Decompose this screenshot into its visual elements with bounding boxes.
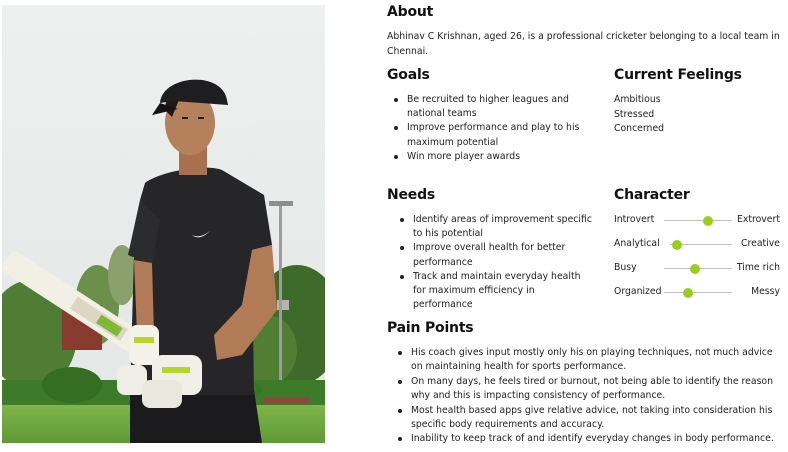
about-title: About <box>387 4 434 20</box>
list-item: Stressed <box>614 108 655 120</box>
trait-left-label: Analytical <box>614 238 660 249</box>
trait-track <box>664 220 732 221</box>
goals-title: Goals <box>387 67 430 83</box>
list-item: Most health based apps give relative advice, not taking into consideration his specific body requirements and accuracy. <box>387 404 782 432</box>
trait-busy-timerich <box>614 261 780 275</box>
needs-title: Needs <box>387 187 436 203</box>
cricketer-illustration <box>2 5 325 443</box>
list-item: On many days, he feels tired or burnout, not being able to identify the reason why and this is impacting consistency of performance. <box>387 375 782 403</box>
trait-introvert-extrovert <box>614 213 780 227</box>
trait-track <box>664 292 732 293</box>
trait-organized-messy <box>614 285 780 299</box>
feelings-title: Current Feelings <box>614 67 742 83</box>
pain-points-list <box>387 346 782 447</box>
trait-right-label: Extrovert <box>736 214 780 225</box>
feelings-list <box>614 93 664 137</box>
list-item: Concerned <box>614 123 665 134</box>
list-item: Win more player awards <box>387 150 587 164</box>
needs-list <box>387 213 592 312</box>
trait-knob <box>672 240 682 250</box>
trait-knob <box>690 264 700 274</box>
list-item: Track and maintain everyday health for maximum efficiency in performance <box>387 270 592 313</box>
list-item: Inability to keep track of and identify everyday changes in body performance. <box>387 432 782 446</box>
list-item: Be recruited to higher leagues and national teams <box>387 93 587 121</box>
about-text: Abhinav C Krishnan, aged 26, is a professional cricketer belonging to a local team in Chennai. <box>387 31 780 57</box>
goals-list <box>387 93 587 164</box>
trait-left-label: Organized <box>614 286 662 297</box>
list-item: His coach gives input mostly only his on playing techniques, not much advice on maintaining health for sports performance. <box>387 346 782 374</box>
trait-left-label: Busy <box>614 262 637 273</box>
trait-right-label: Messy <box>751 286 780 297</box>
trait-knob <box>703 216 713 226</box>
trait-knob <box>683 288 693 298</box>
list-item: Identify areas of improvement specific to his potential <box>387 213 592 241</box>
character-title: Character <box>614 187 690 203</box>
pain-points-title: Pain Points <box>387 320 474 336</box>
list-item: Ambitious <box>614 94 661 105</box>
persona-photo <box>2 5 325 443</box>
list-item: Improve performance and play to his maximum potential <box>387 121 587 149</box>
list-item: Improve overall health for better performance <box>387 241 592 269</box>
trait-analytical-creative <box>614 237 780 251</box>
trait-right-label: Creative <box>741 238 780 249</box>
trait-left-label: Introvert <box>614 214 655 225</box>
trait-right-label: Time rich <box>736 262 780 273</box>
